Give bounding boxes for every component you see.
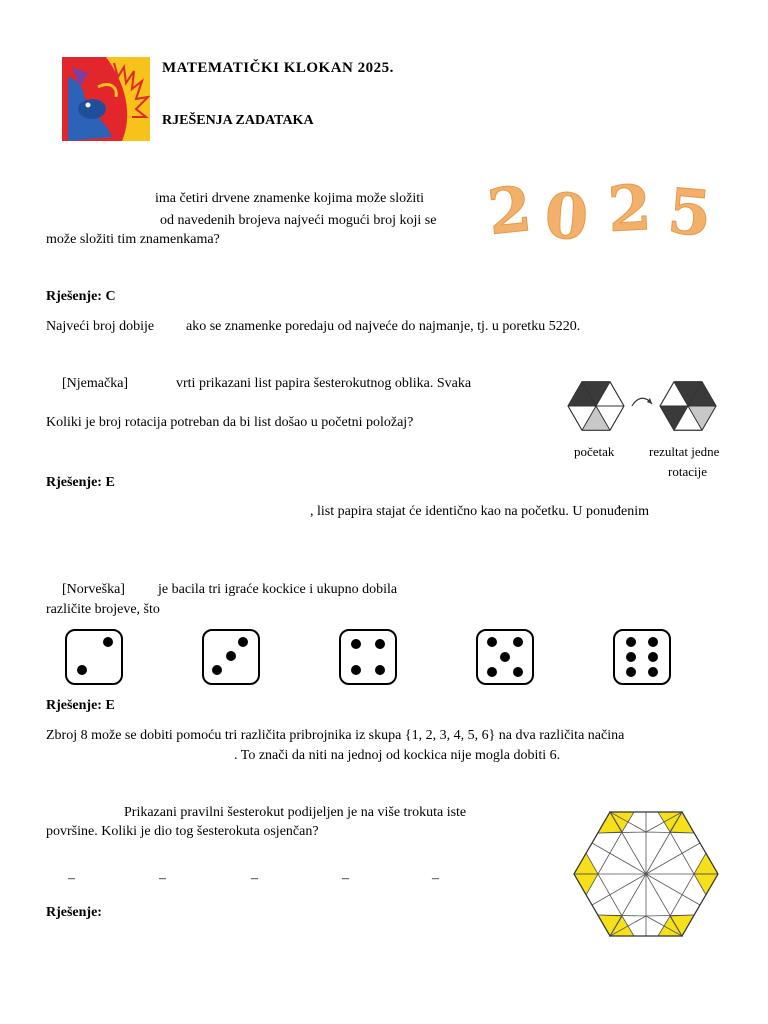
task1-solution-label: Rješenje: C [46,289,116,304]
die-face-3 [203,630,259,684]
answer-option-dash: – [342,871,349,886]
hexagon-start [568,382,624,430]
answer-option-dash: – [432,871,439,886]
task4-text: površine. Koliki je dio tog šesterokuta osjenčan? [46,824,319,839]
die-face-4 [340,630,396,684]
task1-text: od navedenih brojeva najveći mogući broj koji se [160,213,437,228]
task3-text: različite brojeve, što [46,602,160,617]
task3-explanation: . To znači da niti na jednoj od kockica nije mogla dobiti 6. [234,748,561,763]
task4-text: Prikazani pravilni šesterokut podijeljen je na više trokuta iste [124,805,467,820]
caption-result: rezultat jedne [649,444,720,459]
die-face-5 [477,630,533,684]
task1-explanation: Najveći broj dobije [46,319,155,334]
task3-explanation: Zbroj 8 može se dobiti pomoću tri različita pribrojnika iz skupa {1, 2, 3, 4, 5, 6} na dva različita načina [46,728,625,743]
hexagon-result [660,382,716,430]
star-hexagon-figure [572,811,720,937]
year-digit: 5 [664,174,715,251]
task1-explanation: ako se znamenke poredaju od najveće do najmanje, tj. u poretku 5220. [186,319,581,334]
task2-explanation: , list papira stajat će identično kao na početku. U ponuđenim [310,504,650,519]
task4-solution-label: Rješenje: [46,905,102,920]
caption-result: rotacije [668,464,707,479]
task1-text: ima četiri drvene znamenke kojima može složiti [155,191,425,206]
task2-text: vrti prikazani list papira šesterokutnog oblika. Svaka [176,376,472,391]
answer-option-dash: – [159,871,166,886]
kangaroo-logo-icon [62,57,150,141]
dice-row [64,628,674,686]
task3-text: je bacila tri igraće kockice i ukupno dobila [158,582,398,597]
task3-solution-label: Rješenje: E [46,698,115,713]
answer-option-dash: – [68,871,75,886]
year-digit: 2 [606,170,654,247]
rotation-arrow-icon [632,398,652,406]
kangaroo-logo [62,57,150,141]
page-subtitle: RJEŠENJA ZADATAKA [162,113,314,128]
year-digit: 2 [484,171,535,250]
task2-solution-label: Rješenje: E [46,475,115,490]
page-title: MATEMATIČKI KLOKAN 2025. [162,60,394,76]
die-face-6 [614,630,670,684]
answer-option-dash: – [251,871,258,886]
hexagon-rotation-figure [562,376,722,438]
task1-text: može složiti tim znamenkama? [46,232,220,247]
task2-country: [Njemačka] [62,376,129,391]
task2-text: Koliki je broj rotacija potreban da bi list došao u početni položaj? [46,415,414,430]
task3-country: [Norveška] [62,582,125,597]
caption-start: početak [574,444,615,459]
die-face-2 [66,630,122,684]
year-digit: 0 [542,178,591,255]
